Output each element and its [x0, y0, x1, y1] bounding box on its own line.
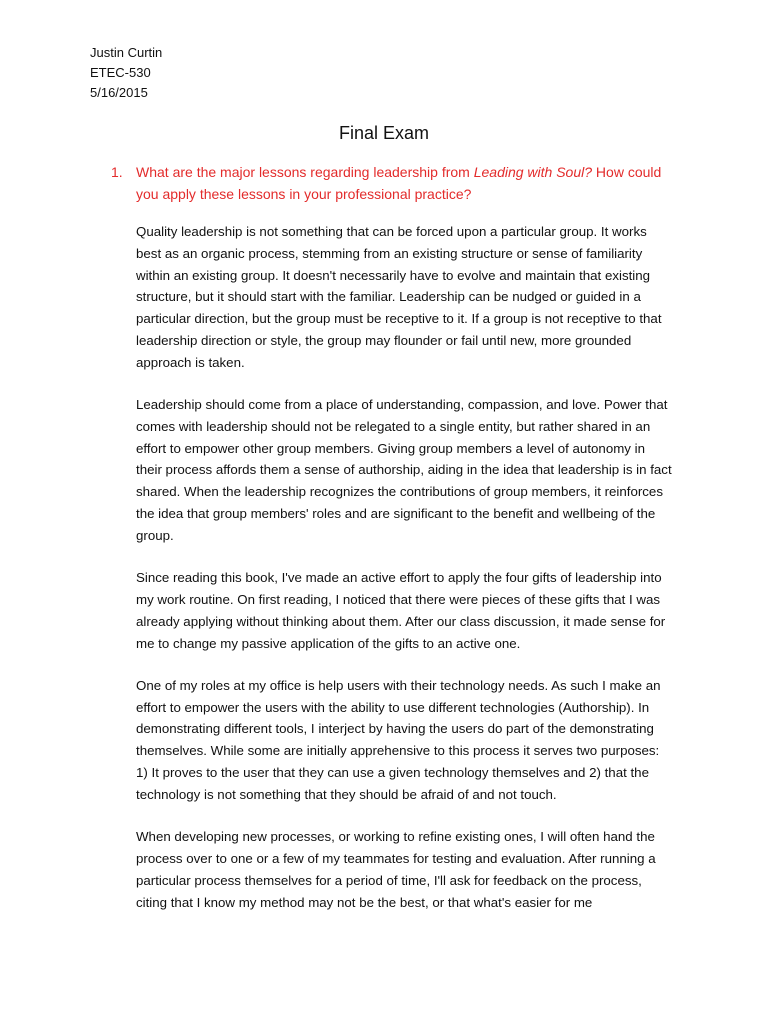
answer-paragraph: Leadership should come from a place of understanding, compassion, and love. Power that comes with leadership should not be relegated to a single entity, but rather shared in an effort to empower other group members. Giving group members a level of autonomy in their process affords them a sense of authorship, aiding in the idea that leadership is in fact shared. When the leadership recognizes the contributions of group members, it reinforces the idea that group members' roles and are significant to the benefit and wellbeing of the group.: [136, 397, 672, 543]
course-code: ETEC-530: [90, 65, 151, 80]
answer-paragraph: Since reading this book, I've made an active effort to apply the four gifts of leadership into my work routine. On first reading, I noticed that there were pieces of these gifts that I was already applying without thinking about them. After our class discussion, it made sense for me to change my passive application of the gifts to an active one.: [136, 570, 666, 651]
answer-paragraph: When developing new processes, or working to refine existing ones, I will often hand the process over to one or a few of my teammates for testing and evaluation. After running a particular process themselves for a period of time, I'll ask for feedback on the process, citing that I know my method may not be the best, or that what's easier for me: [136, 829, 656, 910]
question-number: 1.: [111, 164, 123, 180]
document-header: [90, 43, 768, 103]
book-title: Leading with Soul?: [473, 164, 593, 180]
document-title: Final Exam: [338, 123, 430, 143]
answer-paragraph: One of my roles at my office is help users with their technology needs. As such I make an effort to empower the users with the ability to use different technologies (Authorship). In demonstrating different tools, I interject by having the users do part of the demonstrating themselves. While some are initially apprehensive to this process it serves two purposes: 1) It proves to the user that they can use a given technology themselves and 2) that the technology is not something that they should be afraid of and not touch.: [136, 677, 661, 802]
answer-paragraph: Quality leadership is not something that can be forced upon a particular group. It works best as an organic process, stemming from an existing structure or sense of familiarity within an existing group. It doesn't necessarily have to evolve and maintain that existing structure, but it should start with the familiar. Leadership can be nudged or guided in a particular direction, but the group must be receptive to it. If a group is not receptive to that leadership direction or style, the group may flounder or fail until new, more grounded approach is taken.: [136, 224, 662, 370]
document-date: 5/16/2015: [90, 85, 148, 100]
question-text-after: How could you apply these lessons in your professional practice?: [136, 164, 662, 202]
question-text-before: What are the major lessons regarding leadership from: [136, 164, 474, 180]
author-name: Justin Curtin: [90, 45, 163, 60]
answer-body: [136, 221, 672, 913]
question-item: [90, 161, 670, 205]
question-text: [136, 161, 670, 205]
